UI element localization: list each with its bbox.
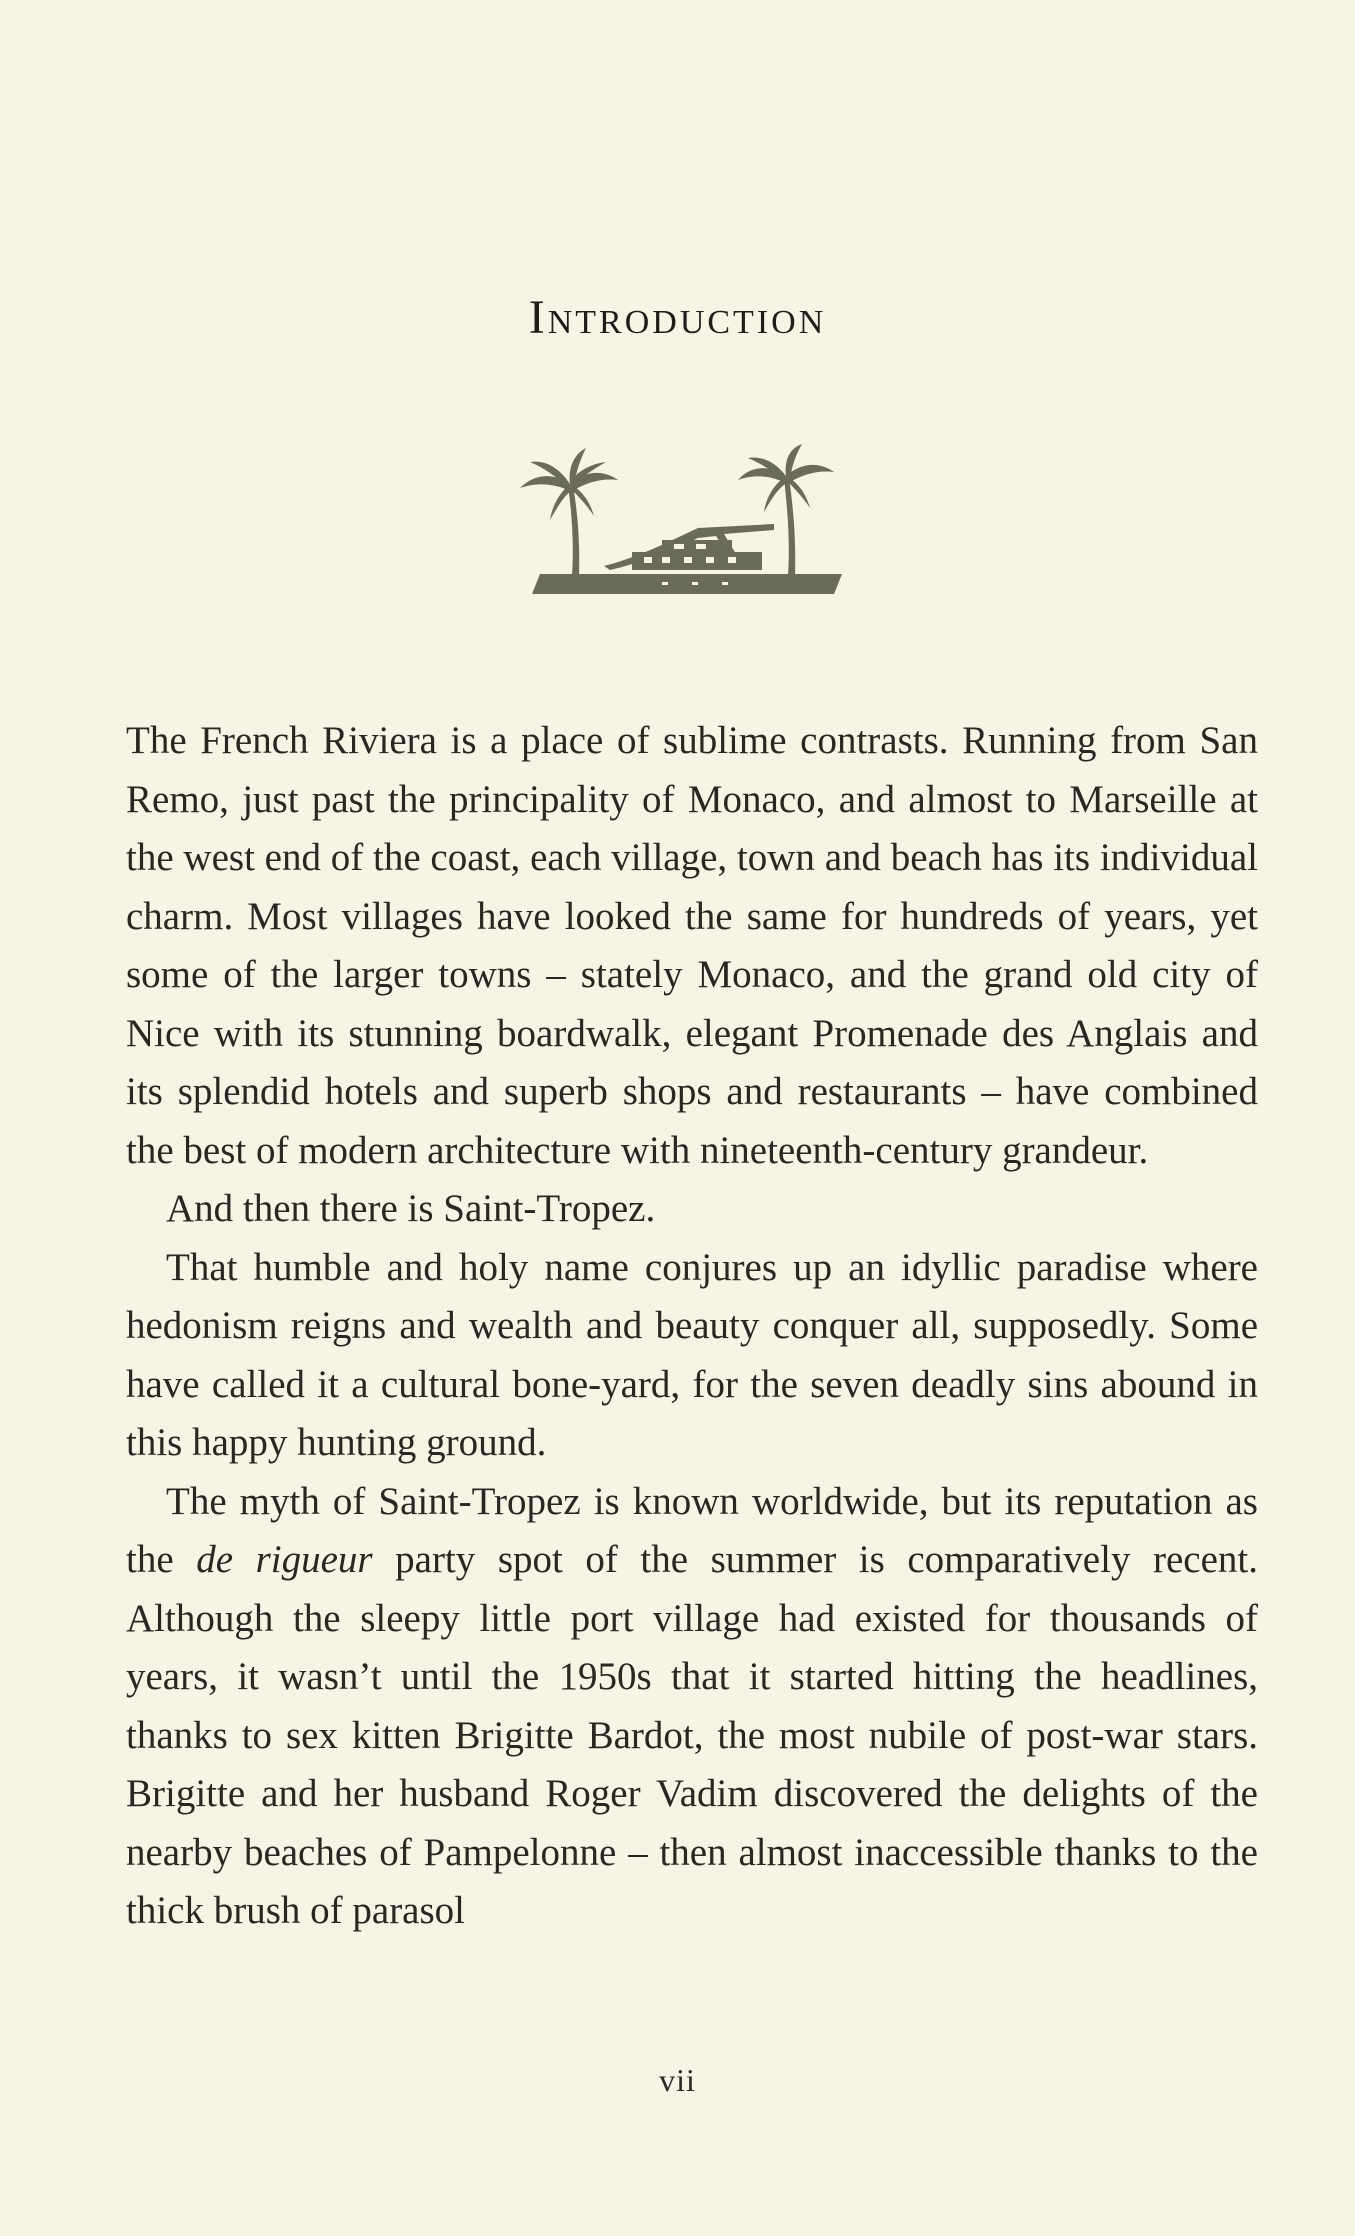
paragraph-4 xyxy=(126,1473,1258,1941)
page-number: vii xyxy=(659,2062,696,2098)
emphasis-de-rigueur: de rigueur xyxy=(196,1538,373,1581)
paragraph-4-text-after: party spot of the summer is comparatively recent. Although the sleepy little port village had existed for thousands of years, it wasn’t until the 1950s that it started hitting the headlines, thanks to sex kitten Brigitte Bardot, the most nubile of post-war stars. Brigitte and her husband Roger Vadim discovered the delights of the nearby beaches of Pampelonne – then almost inaccessible thanks to the thick brush of parasol xyxy=(126,1538,1258,1932)
paragraph-4-text-before: The myth of Saint-Tropez is known worldwide, but its reputation as the xyxy=(126,1479,1258,1581)
palm-trees-villa-icon xyxy=(512,444,852,604)
paragraph-2: And then there is Saint-Tropez. xyxy=(166,1187,656,1230)
paragraph-3: That humble and holy name conjures up an idyllic paradise where hedonism reigns and wealth and beauty conquer all, supposedly. Some have called it a cultural bone-yard, for the seven deadly sins abound in this happy hunting ground. xyxy=(126,1245,1258,1464)
body-text xyxy=(126,712,1258,1941)
chapter-title: Introduction xyxy=(528,291,827,344)
paragraph-1: The French Riviera is a place of sublime contrasts. Running from San Remo, just past the principality of Monaco, and almost to Marseille at the west end of the coast, each village, town and beach has its individual charm. Most villages have looked the same for hundreds of years, yet some of the larger towns – stately Monaco, and the grand old city of Nice with its stunning boardwalk, elegant Promenade des Anglais and its splendid hotels and superb shops and restaurants – have combined the best of modern architecture with nineteenth-century grandeur. xyxy=(126,719,1258,1172)
